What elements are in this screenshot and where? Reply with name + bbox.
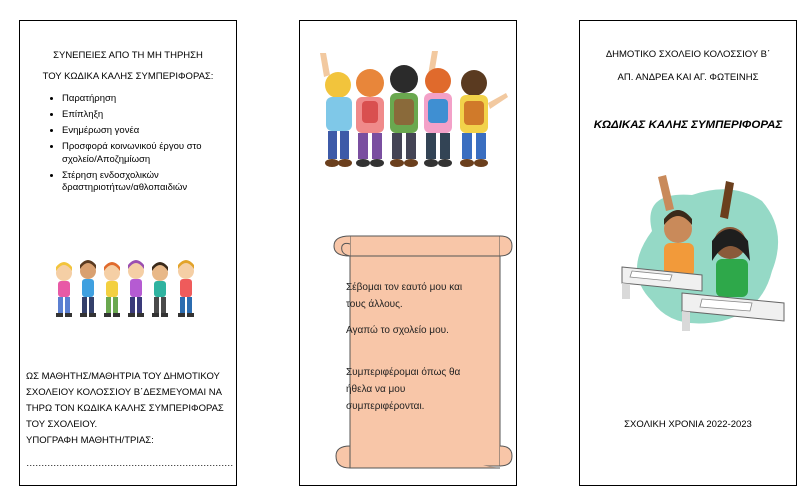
- consequences-heading-line2: ΤΟΥ ΚΩΔΙΚΑ ΚΑΛΗΣ ΣΥΜΠΕΡΙΦΟΡΑΣ:: [42, 71, 214, 82]
- panel-cover: [579, 20, 797, 486]
- page-title: ΚΩΔΙΚΑΣ ΚΑΛΗΣ ΣΥΜΠΕΡΙΦΟΡΑΣ: [593, 119, 783, 131]
- signature-line: ……………………………………………………………: [26, 458, 233, 469]
- list-item: • Παρατήρηση: [62, 93, 232, 106]
- children-row-illustration: [50, 253, 210, 325]
- signature-label: ΥΠΟΓΡΑΦΗ ΜΑΘΗΤΗ/ΤΡΙΑΣ:: [26, 435, 154, 446]
- list-item: • Ενημέρωση γονέα: [62, 125, 232, 138]
- panel-rules: [299, 20, 517, 486]
- rule-behave: Συμπεριφέρομαι όπως θα ήθελα να μου συμπεριφέρονται.: [346, 367, 461, 412]
- pledge-text: ΩΣ ΜΑΘΗΤΗΣ/ΜΑΘΗΤΡΙΑ ΤΟΥ ΔΗΜΟΤΙΚΟΥ ΣΧΟΛΕΙΟΥ ΚΟΛΟΣΣΙΟΥ Β΄ΔΕΣΜΕΥΟΜΑΙ ΝΑ ΤΗΡΩ ΤΟΝ ΚΩΔΙΚΑ ΚΑΛΗΣ ΣΥΜΠΕΡΙΦΟΡΑΣ ΤΟΥ ΣΧΟΛΕΙΟΥ.: [26, 371, 224, 430]
- children-group-illustration: [306, 47, 512, 175]
- list-item: • Προσφορά κοινωνικού έργου στο σχολείο/Αποζημίωση: [62, 141, 232, 166]
- school-year: ΣΧΟΛΙΚΗ ΧΡΟΝΙΑ 2022-2023: [624, 419, 752, 430]
- list-item: • Επίπληξη: [62, 109, 232, 122]
- students-raising-hands-illustration: [612, 171, 792, 339]
- rule-respect: Σέβομαι τον εαυτό μου και τους άλλους.: [346, 282, 463, 310]
- school-name-line2: ΑΠ. ΑΝΔΡΕΑ ΚΑΙ ΑΓ. ΦΩΤΕΙΝΗΣ: [617, 72, 759, 83]
- rules-scroll: [330, 226, 514, 482]
- consequences-list: [34, 93, 232, 198]
- school-name-line1: ΔΗΜΟΤΙΚΟ ΣΧΟΛΕΙΟ ΚΟΛΟΣΣΙΟΥ Β΄: [605, 49, 771, 60]
- list-item: • Στέρηση ενδοσχολικών δραστηριοτήτων/αθλοπαιδιών: [62, 170, 232, 195]
- consequences-heading-line1: ΣΥΝΕΠΕΙΕΣ ΑΠΟ ΤΗ ΜΗ ΤΗΡΗΣΗ: [53, 50, 203, 61]
- panel-consequences: [19, 20, 237, 486]
- rule-love-school: Αγαπώ το σχολείο μου.: [346, 325, 449, 336]
